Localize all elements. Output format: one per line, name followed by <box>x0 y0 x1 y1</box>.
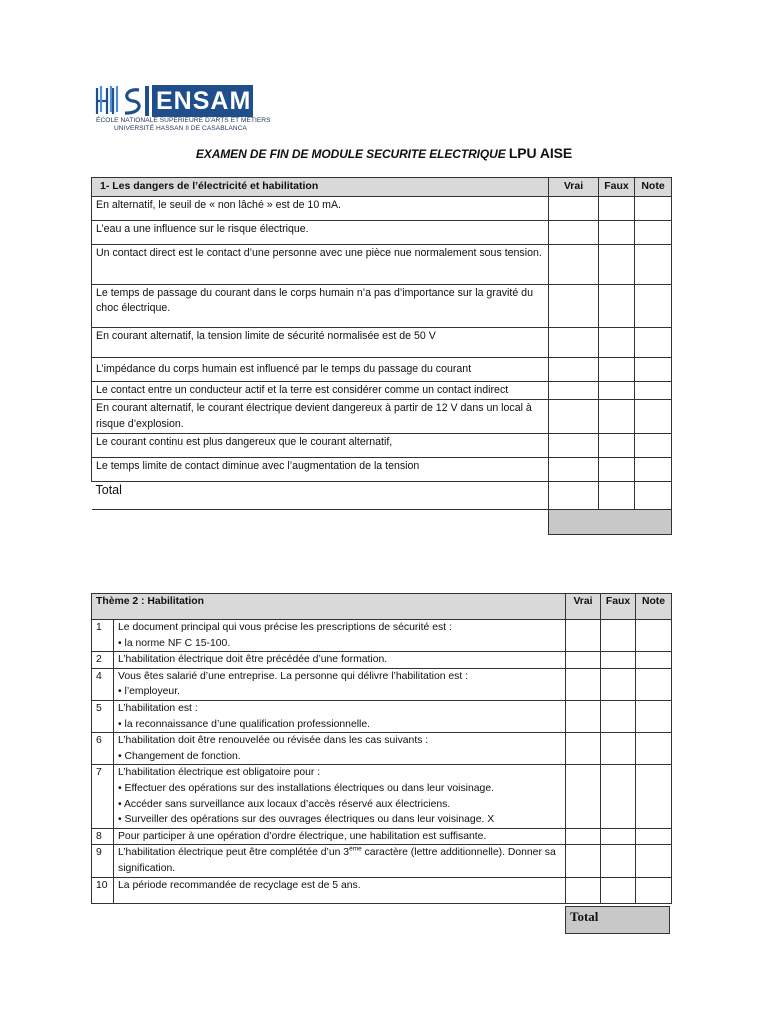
answer-faux-cell[interactable] <box>599 284 635 327</box>
table-row <box>92 381 672 400</box>
section2-header-row <box>92 594 672 620</box>
answer-faux-cell[interactable] <box>599 381 635 400</box>
question-bullet: • l’employeur. <box>118 686 180 698</box>
answer-faux-cell[interactable] <box>601 652 636 669</box>
answer-vrai-cell[interactable] <box>549 284 599 327</box>
note-cell[interactable] <box>635 400 672 434</box>
question-number: 10 <box>92 877 114 903</box>
question-number: 7 <box>92 765 114 828</box>
question-text-part: caractère (lettre additionnelle). Donner sa signification. <box>118 847 556 874</box>
answer-faux-cell[interactable] <box>599 327 635 357</box>
note-cell[interactable] <box>635 244 672 284</box>
col-note: Note <box>635 178 672 197</box>
section2-table <box>91 593 672 904</box>
col-faux: Faux <box>599 178 635 197</box>
note-cell[interactable] <box>635 220 672 244</box>
table-row <box>92 668 672 700</box>
note-cell[interactable] <box>636 668 672 700</box>
note-cell[interactable] <box>636 733 672 765</box>
table-row <box>92 845 672 877</box>
section1-table <box>91 177 672 535</box>
question-text <box>114 668 566 700</box>
question-number: 6 <box>92 733 114 765</box>
note-cell[interactable] <box>636 845 672 877</box>
total-vrai-cell[interactable] <box>549 482 599 510</box>
table-row <box>92 284 672 327</box>
col-faux: Faux <box>601 594 636 620</box>
total-note-cell[interactable] <box>635 482 672 510</box>
question-number: 9 <box>92 845 114 877</box>
question-text <box>114 733 566 765</box>
question-bullet: • la norme NF C 15-100. <box>118 637 231 649</box>
note-cell[interactable] <box>635 357 672 381</box>
table-row <box>92 733 672 765</box>
answer-faux-cell[interactable] <box>599 458 635 482</box>
question-number: 4 <box>92 668 114 700</box>
answer-vrai-cell[interactable] <box>566 845 601 877</box>
answer-faux-cell[interactable] <box>601 845 636 877</box>
section1-total-label: Total <box>92 482 549 510</box>
note-cell[interactable] <box>636 652 672 669</box>
logo-subtitle <box>96 117 271 133</box>
question-number: 8 <box>92 828 114 845</box>
note-cell[interactable] <box>636 620 672 652</box>
answer-vrai-cell[interactable] <box>549 400 599 434</box>
note-cell[interactable] <box>636 877 672 903</box>
section2-heading: Thème 2 : Habilitation <box>92 594 566 620</box>
question-text: Le courant continu est plus dangereux que le courant alternatif, <box>92 434 549 458</box>
question-bullet: • la reconnaissance d’une qualification professionnelle. <box>118 718 371 730</box>
table-row <box>92 828 672 845</box>
table-row <box>92 357 672 381</box>
answer-faux-cell[interactable] <box>601 700 636 732</box>
question-stem: Le document principal qui vous précise les prescriptions de sécurité est : <box>118 622 452 633</box>
table-row <box>92 700 672 732</box>
exam-title-main: EXAMEN DE FIN DE MODULE SECURITE ELECTRIQUE <box>195 147 509 161</box>
answer-vrai-cell[interactable] <box>566 733 601 765</box>
question-text: En courant alternatif, le courant électrique devient dangereux à partir de 12 V dans un local à risque d’explosion. <box>92 400 549 434</box>
table-row <box>92 620 672 652</box>
question-text: L’habilitation électrique doit être précédée d’une formation. <box>114 652 566 669</box>
answer-vrai-cell[interactable] <box>549 357 599 381</box>
question-text: Le temps limite de contact diminue avec l’augmentation de la tension <box>92 458 549 482</box>
answer-faux-cell[interactable] <box>601 765 636 828</box>
table-row <box>92 652 672 669</box>
answer-vrai-cell[interactable] <box>549 381 599 400</box>
table-row <box>92 458 672 482</box>
question-text: L’impédance du corps humain est influencé par le temps du passage du courant <box>92 357 549 381</box>
answer-vrai-cell[interactable] <box>549 244 599 284</box>
question-text: En courant alternatif, la tension limite de sécurité normalisée est de 50 V <box>92 327 549 357</box>
question-number: 5 <box>92 700 114 732</box>
note-cell[interactable] <box>635 284 672 327</box>
note-cell[interactable] <box>636 700 672 732</box>
table-row <box>92 765 672 828</box>
answer-faux-cell[interactable] <box>601 668 636 700</box>
question-stem: Vous êtes salarié d’une entreprise. La personne qui délivre l’habilitation est : <box>118 670 469 682</box>
answer-vrai-cell[interactable] <box>566 700 601 732</box>
col-vrai: Vrai <box>566 594 601 620</box>
ordinal-suffix: ème <box>349 845 362 853</box>
answer-faux-cell[interactable] <box>599 244 635 284</box>
table-row <box>92 877 672 903</box>
answer-vrai-cell[interactable] <box>549 220 599 244</box>
section1-heading: 1- Les dangers de l’électricité et habilitation <box>92 178 549 197</box>
question-text <box>114 845 566 877</box>
answer-vrai-cell[interactable] <box>566 828 601 845</box>
question-text: En alternatif, le seuil de « non lâché » est de 10 mA. <box>92 196 549 220</box>
question-bullet: • Changement de fonction. <box>118 750 241 762</box>
section1-header-row <box>92 178 672 197</box>
logo-brand-text: ENSAM <box>156 87 252 115</box>
answer-faux-cell[interactable] <box>599 434 635 458</box>
question-number: 2 <box>92 652 114 669</box>
col-vrai: Vrai <box>549 178 599 197</box>
logo-school-name: ÉCOLE NATIONALE SUPÉRIEURE D'ARTS ET MÉTIERS <box>96 117 271 124</box>
section2-total-cell[interactable]: Total <box>565 906 670 934</box>
answer-faux-cell[interactable] <box>601 828 636 845</box>
question-text <box>114 765 566 828</box>
note-cell[interactable] <box>635 196 672 220</box>
table-row <box>92 327 672 357</box>
table-row <box>92 434 672 458</box>
answer-vrai-cell[interactable] <box>549 434 599 458</box>
answer-vrai-cell[interactable] <box>566 765 601 828</box>
section1-total-row <box>92 482 672 510</box>
note-cell[interactable] <box>636 765 672 828</box>
question-text-part: L’habilitation électrique peut être complétée d’un 3 <box>118 847 350 859</box>
exam-title <box>0 145 768 161</box>
answer-faux-cell[interactable] <box>601 877 636 903</box>
question-stem: L’habilitation est : <box>118 702 198 714</box>
question-text <box>114 700 566 732</box>
answer-faux-cell[interactable] <box>601 620 636 652</box>
answer-vrai-cell[interactable] <box>566 877 601 903</box>
question-number: 1 <box>92 620 114 652</box>
note-cell[interactable] <box>635 458 672 482</box>
answer-vrai-cell[interactable] <box>549 196 599 220</box>
note-cell[interactable] <box>635 381 672 400</box>
note-cell[interactable] <box>635 327 672 357</box>
section1-score-row <box>92 510 672 535</box>
answer-faux-cell[interactable] <box>601 733 636 765</box>
question-bullet: • Surveiller des opérations sur des ouvrages électriques ou dans leur voisinage. X <box>118 814 495 826</box>
question-text: L’eau a une influence sur le risque électrique. <box>92 220 549 244</box>
answer-vrai-cell[interactable] <box>566 620 601 652</box>
question-text: Pour participer à une opération d’ordre électrique, une habilitation est suffisante. <box>114 828 566 845</box>
answer-faux-cell[interactable] <box>599 400 635 434</box>
exam-program: LPU AISE <box>508 145 573 161</box>
answer-vrai-cell[interactable] <box>566 652 601 669</box>
question-stem: L’habilitation électrique est obligatoire pour : <box>118 767 321 779</box>
section1-total-score-cell[interactable] <box>549 510 672 535</box>
question-bullet: • Effectuer des opérations sur des installations électriques ou dans leur voisinage. <box>118 782 494 794</box>
answer-vrai-cell[interactable] <box>549 458 599 482</box>
question-text: Le temps de passage du courant dans le corps humain n’a pas d’importance sur la gravité du choc électrique. <box>92 284 549 327</box>
note-cell[interactable] <box>635 434 672 458</box>
question-text <box>114 620 566 652</box>
note-cell[interactable] <box>636 828 672 845</box>
answer-vrai-cell[interactable] <box>566 668 601 700</box>
table-row <box>92 220 672 244</box>
total-faux-cell[interactable] <box>599 482 635 510</box>
table-row <box>92 196 672 220</box>
table-row <box>92 244 672 284</box>
answer-faux-cell[interactable] <box>599 220 635 244</box>
question-text: Un contact direct est le contact d’une personne avec une pièce nue normalement sous tension. <box>92 244 549 284</box>
answer-faux-cell[interactable] <box>599 196 635 220</box>
question-text: Le contact entre un conducteur actif et la terre est considérer comme un contact indirect <box>92 381 549 400</box>
answer-faux-cell[interactable] <box>599 357 635 381</box>
question-bullet: • Accéder sans surveillance aux locaux d’accès réservé aux électriciens. <box>118 798 451 810</box>
logo-university-name: UNIVERSITÉ HASSAN II DE CASABLANCA <box>114 125 247 132</box>
question-stem: L’habilitation doit être renouvelée ou révisée dans les cas suivants : <box>118 735 429 747</box>
question-text: La période recommandée de recyclage est de 5 ans. <box>114 877 566 903</box>
col-note: Note <box>636 594 672 620</box>
answer-vrai-cell[interactable] <box>549 327 599 357</box>
table-row <box>92 400 672 434</box>
